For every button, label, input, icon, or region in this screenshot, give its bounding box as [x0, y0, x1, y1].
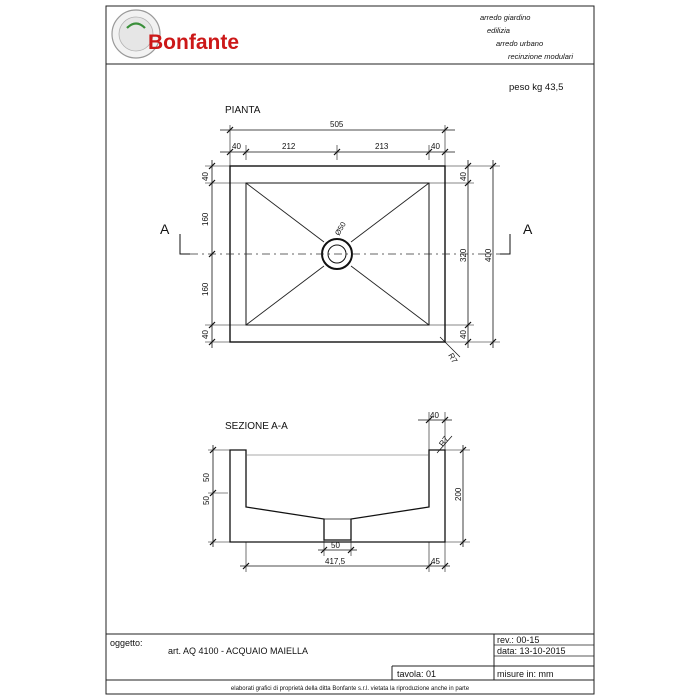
sheet-number: tavola: 01 [397, 669, 437, 679]
logo-text: Bonfante [148, 31, 239, 54]
subject-value: art. AQ 4100 - ACQUAIO MAIELLA [168, 646, 309, 656]
section-title: SEZIONE A-A [225, 421, 288, 432]
section-dim-lower: 50 [202, 496, 211, 505]
section-arrow-left-icon [180, 234, 190, 254]
section-dim-drain: 50 [331, 541, 340, 550]
plan-dim-corner-radius: R7 [446, 351, 460, 365]
section-dim-right: 45 [431, 557, 440, 566]
copyright-notice: elaborati grafici di proprietà della ditta Bonfante s.r.l. vietata la riproduzione anche in parte [230, 686, 470, 692]
category-arredo-urbano: arredo urbano [496, 39, 544, 48]
units: misure in: mm [497, 669, 554, 679]
plan-dim-edge-left: 40 [232, 142, 241, 151]
plan-drain-dim: Ø50 [332, 220, 348, 237]
weight-label: peso kg 43,5 [509, 82, 564, 93]
category-recinzione-modulari: recinzione modulari [508, 52, 574, 61]
section-marker-right: A [523, 221, 533, 237]
revision: rev.: 00-15 [497, 635, 540, 645]
section-dim-wall: 40 [430, 411, 439, 420]
plan-dim-half-right: 213 [375, 142, 389, 151]
category-edilizia: edilizia [487, 26, 510, 35]
plan-dim-left-top: 40 [201, 172, 210, 181]
sheet-frame [106, 6, 594, 694]
plan-dim-right-bottom: 40 [459, 330, 468, 339]
section-arrow-right-icon [500, 234, 510, 254]
section-marker-left: A [160, 221, 170, 237]
section-dim-radius: R7 [437, 434, 451, 449]
section-dim-upper: 50 [202, 473, 211, 482]
plan-dim-half-left: 212 [282, 142, 296, 151]
section-dim-inner: 417,5 [325, 557, 346, 566]
plan-dim-left-bottom: 40 [201, 330, 210, 339]
plan-title: PIANTA [225, 105, 261, 116]
plan-dim-total-height: 400 [484, 248, 493, 262]
subject-label: oggetto: [110, 638, 143, 648]
section-view [202, 411, 470, 572]
section-profile [230, 450, 445, 542]
plan-dim-total-width: 505 [330, 120, 344, 129]
plan-dim-inner-height: 320 [459, 248, 468, 262]
date: data: 13-10-2015 [497, 646, 566, 656]
bonfante-logo [112, 10, 239, 58]
plan-view [160, 105, 533, 365]
plan-dim-edge-right: 40 [431, 142, 440, 151]
section-dim-height: 200 [454, 487, 463, 501]
title-block [106, 634, 594, 692]
plan-dim-left-lower: 160 [201, 282, 210, 296]
plan-dim-right-top: 40 [459, 172, 468, 181]
plan-dim-left-upper: 160 [201, 212, 210, 226]
category-arredo-giardino: arredo giardino [480, 13, 531, 22]
